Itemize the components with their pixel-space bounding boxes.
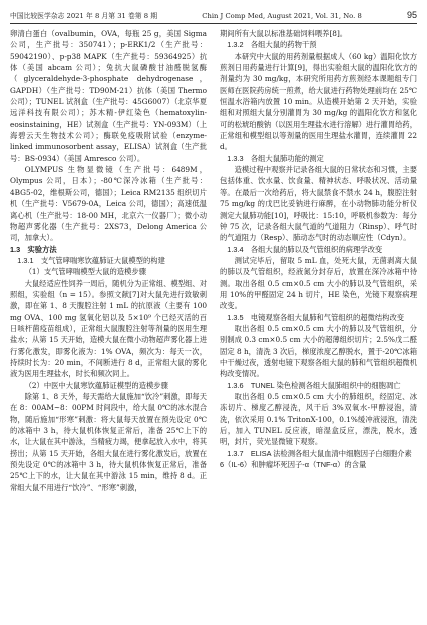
section-heading: 1.3.1 支气管哮喘寒饮蕴肺证大鼠模型的构建 [17,255,165,265]
journal-title-en: Chin J Comp Med, August 2021, Vol. 31, No. 8 [202,12,362,20]
running-header [10,10,417,20]
body-paragraph: 期间所有大鼠以标准基础饲料喂养[8]。 [220,29,348,38]
body-paragraph: 大鼠经适应性饲养一周后，随机分为正常组、模型组、对照组，实验组（n = 15）。参照文献[7]对大鼠先进行致敏刺激，即在第 1、8 天腹腔注射 1 mL 的抗原液（主要有 100 mg OVA、100 mg 氢氧化铝以及 5×10⁹ 个已经灭活的百日咳杆菌疫苗组成），正常组大鼠腹腔注射等剂量的医用生理盐水；从第 15 天开始，造模大鼠在微小动物超声雾化器上进行雾化激发，即雾化液为：1% OVA，频次为：每天一次，持续时长为：20 min，不间断进行 8 d，正常组大鼠的雾化液为医用生理盐水，时长和频次同上。 [10,278,208,379]
left-column [10,28,207,493]
body-paragraph: （1）支气管哮喘模型大鼠的造模步骤 [24,267,146,277]
right-column [220,28,417,470]
body-paragraph: 卵清白蛋白（ovalbumin，OVA，每瓶 25 g，美国 Sigma 公司，生产批号：350741）；p-ERK1/2（生产批号：59042190）、p-p38 MAPK（生产批号：59364925）抗体（美国 abcam 公司）；兔抗大鼠磷酸甘油醛脱氢酶（glyceraldehyde-3-phosphate dehydrogenase，GAPDH）（生产批号：TD90M-21）抗体（美国 Thermo 公司）；TUNEL 试剂盒（生产批号：45G6007）（北京华夏远洋科技有限公司）；苏木精-伊红染色（hematoxylin-eosinstaining，HE）试剂盒（生产批号：YN-093M）（上海碧云天生物技术公司）；酶联免疫吸附试验（enzyme-linked immunosorbent assay，ELISA）试剂盒（生产批号：BS-0934）（美国 Amresco 公司）。 [10,29,207,163]
section-heading: 1.3.2 各组大鼠的药物干预 [227,40,317,50]
page-number: 95 [406,10,417,20]
section-heading: 1.3.5 电镜观察各组大鼠肺和气管组织的超微结构改变 [227,312,405,322]
header-rule [10,23,417,24]
body-paragraph: 除第 1、8 天外，每天需给大鼠施加“饮冷”刺激，即每天在 8：00AM~8：00PM 时间段中，给大鼠 0℃的冰水混合物，随后施加“形寒”刺激：将大鼠每天放置在预先设定 0℃的冰箱中 3 h，待大鼠机体恢复正常后，准备 25℃上下的水，让大鼠在其中游泳，当精疲力竭，便拿起放入水中，将其捞出；从第 15 天开始，各组大鼠在进行雾化激发后，放置在预先设定 0℃的冰箱中 3 h，待大鼠机体恢复正常后，准备 25℃上下的水，让大鼠在其中游泳 15 min，维持 8 d。正常组大鼠不用进行“饮冷”、“形寒”刺激， [10,392,208,492]
section-heading: 1.3 实验方法 [10,244,57,254]
body-paragraph: 取出各组 0.5 cm×0.5 cm 大小的肺以及气管组织，分别制成 0.3 cm×0.5 cm 大小的超薄组织切片；2.5%戊二醛固定 8 h，清洗 3 次后，梯度浓度乙醇脱水，置于-20℃冰箱中干燥过夜，透射电镜下观察各组大鼠的肺和气管组织超微机构改变情况。 [220,323,418,379]
section-heading: 1.3.7 ELISA 法检测各组大鼠血清中细胞因子白细胞介素 6（IL-6）和肿瘤坏死因子-α（TNF-α）的含量 [220,448,412,470]
section-heading: 1.3.4 各组大鼠的肺以及气管组织的病理学改变 [227,244,383,254]
body-paragraph: 测试完毕后，留取 5 mL 血，处死大鼠，无菌剥离大鼠的肺以及气管组织，经液氮分封存后，放置在深冷冰箱中待测。取出各组 0.5 cm×0.5 cm 大小的肺以及气管组织，采用 10%的甲醛固定 24 h 切片，HE 染色，光镜下观察病理改变。 [220,255,417,311]
body-paragraph: （2）中医中大鼠寒饮蕴肺证模型的造模步骤 [24,380,168,390]
body-paragraph: OLYMPUS 生物显微镜（生产批号：6489M，Olympus 公司，日本）；-80℃深冷冰箱（生产批号：4BG5-02，维根斯公司，德国）；Leica RM2135 组织切片机（生产批号：V5679-0A，Leica 公司，德国）；高速低温离心机（生产批号：18-00 MH，北京六一仪器厂）；微小动物超声雾化器（生产批号：2XS73，Delong America 公司，加拿大）。 [10,165,207,243]
journal-title-cn: 中国比较医学杂志 2021 年 8 月第 31 卷第 8 期 [10,12,158,20]
body-paragraph: 取出各组 0.5 cm×0.5 cm 大小的肺组织，经固定、冰冻切片、梯度乙醇浸洗，风干后 3%双氧水-甲醇浸泡，清洗，依次采用 0.1% TritonX-100，0.1%缓冲液浸泡，清洗后，加入 TUNEL 反应液，暗湿盒反应，漂洗，脱水，透明，封片，荧光显微镜下观察。 [220,392,417,447]
body-paragraph: 造模过程中观察并记录各组大鼠的日常状态和习惯，主要包括体重、饮水量、饮食量、精神状态、呼吸状况、活动量等。在最后一次给药后，将大鼠禁食不禁水 24 h，腹腔注射 75 mg/kg 的戊巴比妥钠进行麻醉，在小动物肺功能分析仪测定大鼠肺功能[10]，呼吸比：15:10，呼吸机参数为：每分钟 75 次，记录各组大鼠气道的气道阻力（Rinsp）、呼气时的气道阻力（Resp）、肺动态气时的动态顺应性（Cdyn）。 [220,165,418,243]
body-paragraph: 本研究中大鼠的用药剂量根据成人（60 kg）温阳化饮方煎剂日用药量进行计算[9]，得出实验组大鼠的温阳化饮方的剂量约为 30 mg/kg，本研究所用药方煎剂经本课题组专门医师在医院药房统一煎煮，给大鼠进行药物处理前均在 25℃恒温水浴箱内放置 10 min。从造模开始第 2 天开始，实验组和对照组大鼠分别灌胃为 30 mg/kg 的温阳化饮方和氢化可的松琥珀酸钠（以医用生理盐水进行溶解）进行灌胃给药，正常组和模型组以等剂量的医用生理盐水灌胃，连续灌胃 22 d。 [220,51,418,152]
section-heading: 1.3.6 TUNEL 染色检测各组大鼠肺组织中的细胞凋亡 [227,380,401,390]
section-heading: 1.3.3 各组大鼠肺功能的测定 [227,153,324,163]
